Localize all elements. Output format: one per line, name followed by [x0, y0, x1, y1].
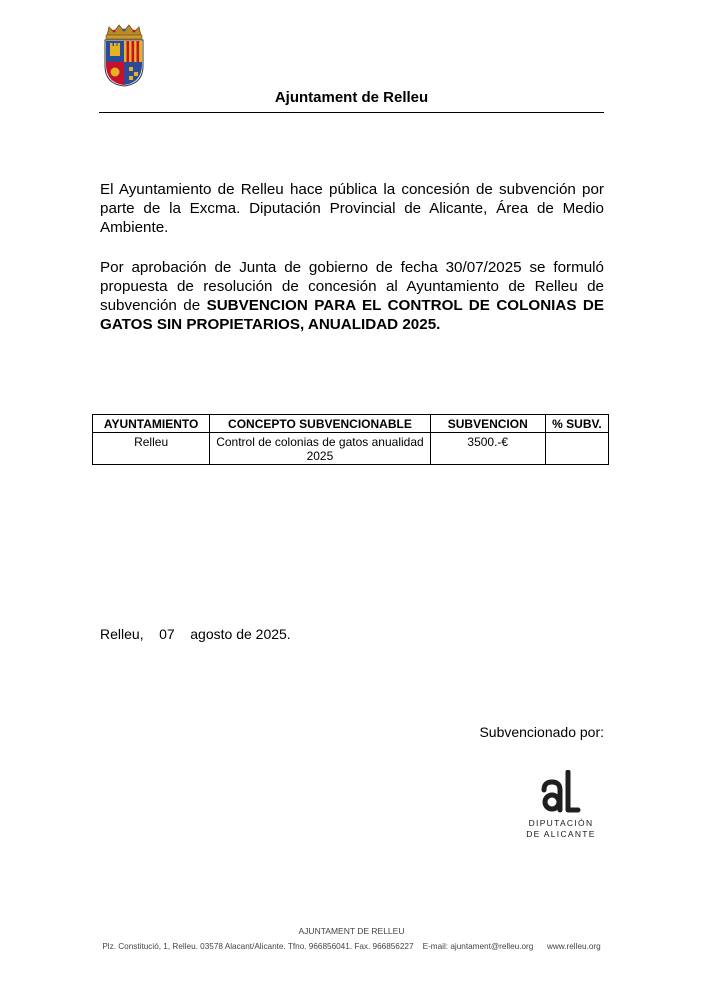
document-header-title: Ajuntament de Relleu	[274, 89, 429, 106]
table-row	[93, 433, 609, 465]
footer-organization-name: AJUNTAMENT DE RELLEU	[298, 926, 405, 936]
column-header-ayuntamiento: AYUNTAMIENTO	[93, 415, 210, 433]
intro-paragraph: El Ayuntamiento de Relleu hace pública la concesión de subvención por parte de la Excma. Diputación Provincial de Alicante, Área de Medio Ambiente.	[100, 181, 604, 236]
cell-subvencion: 3500.-€	[430, 433, 545, 465]
grant-title: SUBVENCION PARA EL CONTROL DE COLONIAS DE GATOS SIN PROPIETARIOS, ANUALIDAD 2025.	[100, 297, 605, 333]
diputacion-logo	[526, 770, 596, 840]
municipal-crest-icon	[101, 22, 147, 88]
cell-concepto: Control de colonias de gatos anualidad 2025	[210, 433, 430, 465]
cell-percent	[545, 433, 608, 465]
date-line: Relleu, 07 agosto de 2025.	[100, 626, 291, 642]
diputacion-logo-line1: DIPUTACIÓN	[528, 818, 594, 828]
subsidized-by-label: Subvencionado por:	[479, 724, 604, 740]
diputacion-logo-line2: DE ALICANTE	[526, 829, 596, 839]
footer-contact-info: Plz. Constitució, 1, Relleu. 03578 Alacant/Alicante. Tfno. 966856041. Fax. 966856227 E-mail: ajuntament@relleu.org www.relleu.org	[102, 942, 601, 951]
diputacion-al-mark-icon	[538, 770, 582, 814]
approval-paragraph-text: Por aprobación de Junta de gobierno de fecha 30/07/2025 se formuló propuesta de resolución de concesión al Ayuntamiento de Relleu de subvención de	[100, 259, 604, 314]
approval-paragraph	[100, 258, 604, 334]
grant-table	[92, 414, 609, 465]
column-header-percent: % SUBV.	[545, 415, 608, 433]
table-header-row	[93, 415, 609, 433]
column-header-subvencion: SUBVENCION	[430, 415, 545, 433]
header-divider	[99, 112, 604, 113]
column-header-concepto: CONCEPTO SUBVENCIONABLE	[210, 415, 430, 433]
cell-ayuntamiento: Relleu	[93, 433, 210, 465]
